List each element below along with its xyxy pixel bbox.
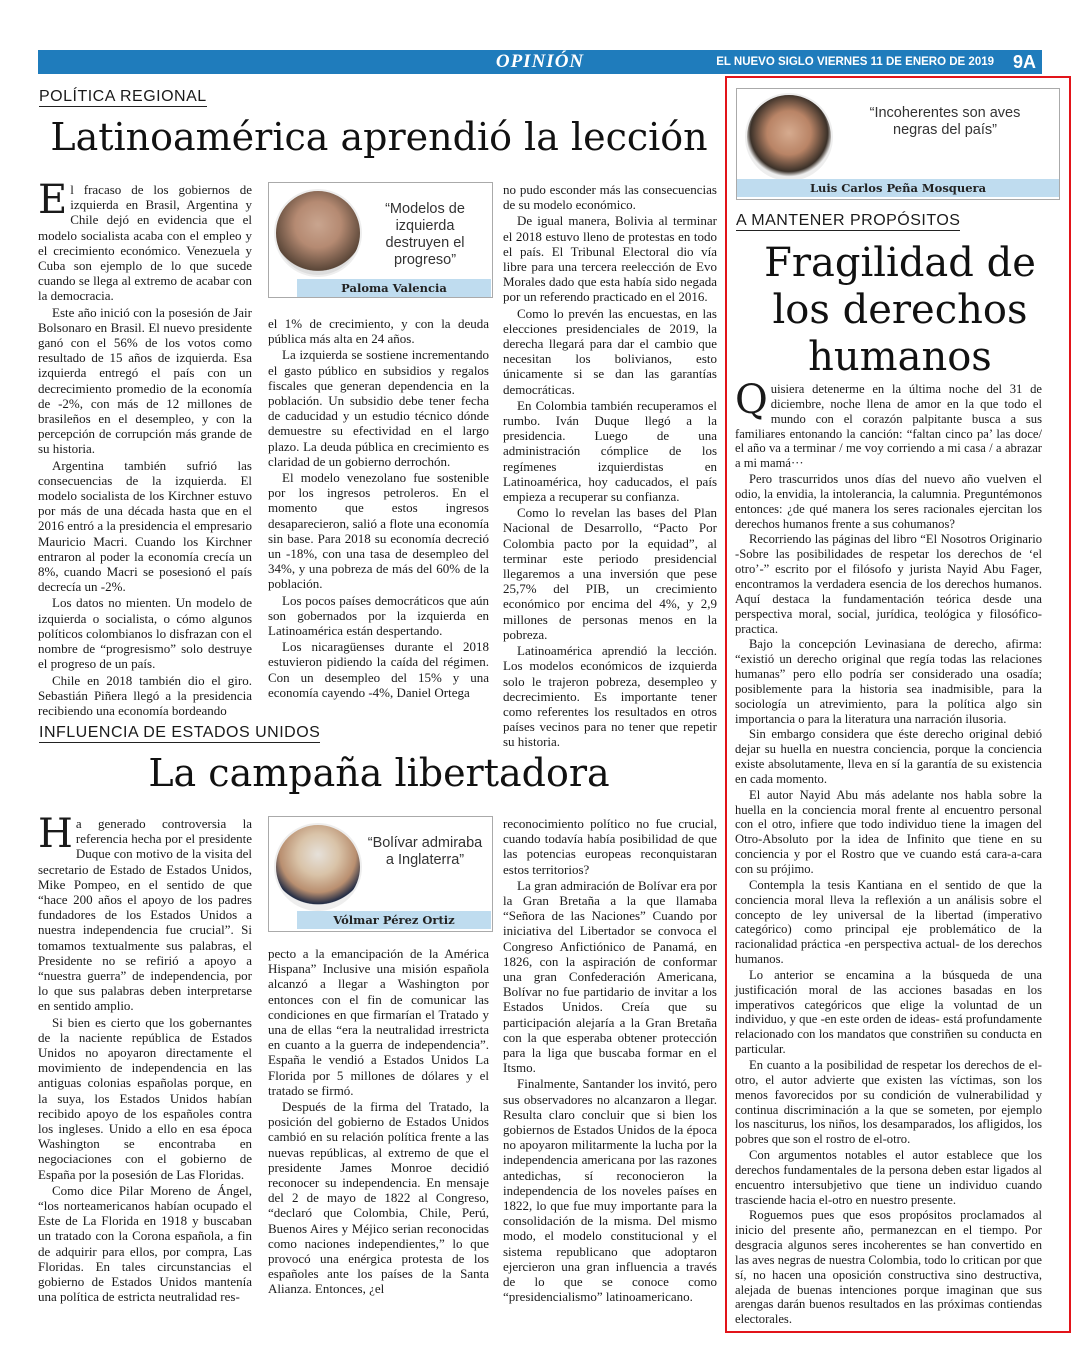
paragraph: En cuanto a la posibilidad de respetar los derechos de el-otro, el autor advierte que existen las víctimas, son los menos favorecidos por su condición de vulnerabilidad y continua discriminación a la que se someten, por ejemplo los nasciturus, los niños, los desamparados, los afligidos, los pobres que son el rostro de el-otro. (735, 1057, 1042, 1147)
paragraph: Lo anterior se encamina a la búsqueda de una justificación moral de las acciones basadas en los imperativos categóricos que elige la voluntad de un individuo, y que -en este orden de ideas- está profundamente relacionado con los mandatos que constriñen su conducta en particular. (735, 967, 1042, 1057)
paragraph: Bajo la concepción Levinasiana de derecho, afirma: “existió un derecho original que regía todas las relaciones humanas” pero ello podría ser considerado una osadía; posiblemente para la historia sea inadmisible, para la sociología un atrevimiento, para la política algo sin importancia o para la literatura una narración ilusoria. (735, 637, 1042, 726)
article3-body (735, 377, 1042, 1328)
paragraph: reconocimiento político no fue crucial, cuando todavía había posibilidad de que las potencias europeas reconquistaran estos territorios? (503, 816, 717, 877)
article2-column-1 (38, 811, 252, 1306)
author-quote: “Bolívar admiraba a Inglaterra” (367, 835, 483, 868)
article2-column-3 (503, 816, 717, 1306)
paragraph: Chile en 2018 también dio el giro. Sebastián Piñera llegó a la presidencia recibiendo una economía bordeando (38, 672, 252, 718)
paragraph: De igual manera, Bolivia al terminar el 2018 estuvo lleno de protestas en todo el país. El Tribunal Electoral dio vía libre para una tercera reelección de Evo Morales dado que esta había sido negada por un referendo practicado en el 2016. (503, 213, 717, 305)
headline-line: Fragilidad de (764, 240, 1036, 286)
article1-headline: Latinoamérica aprendió la lección (50, 115, 708, 159)
paragraph: Si bien es cierto que los gobernantes de la naciente república de Estados Unidos no apoyaron directamente el movimiento de independencia en las antiguas colonias españolas porque, en la suya, los Estados Unidos habían recibido apoyo de los españoles contra los ingleses. Unido a ello en esa época Washington se encontraba en negociaciones con el gobierno de España por la posesión de Las Floridas. (38, 1014, 252, 1182)
paragraph: Este año inició con la posesión de Jair Bolsonaro en Brasil. El nuevo presidente ganó con el 56% de los votos como resultado de 15 años de izquierda. Esa izquierda entregó el país con un decrecimiento promedio de la economía de -2%, con más de 12 millones de brasileños en el desempleo, y con la percepción de corrupción más grande de su historia. (38, 304, 252, 457)
article3-headline (736, 240, 1064, 381)
author-quote: “Incoherentes son aves negras del país” (869, 105, 1021, 138)
headline-line: humanos (808, 334, 992, 380)
paragraph: Finalmente, Santander los invitó, pero sus observadores no alcanzaron a llegar. Resulta claro concluir que si bien los gobiernos de Estados Unidos de la época no apoyaron militarmente la lucha por la independencia americana por las razones antedichas, sí reconocieron la independencia de los noveles países en 1822, lo que fue muy importante para la consolidación de la misma. Del mismo modo, el modelo constitucional y el sistema republicano que adoptaron ejercieron una gran influencia a través de lo que se conoce como “presidencialismo” latinoamericano. (503, 1076, 717, 1305)
paragraph: Como lo prevén las encuestas, en las elecciones presidenciales de 2019, la derecha llegará para dar el cambio que necesitan los bolivianos, esto únicamente si se dan las garantías democráticas. (503, 305, 717, 397)
paragraph: Con argumentos notables el autor establece que los derechos fundamentales de la persona deben estar ligados al encuentro intersubjetivo que tiene un individuo cuando trasciende hacia el-otro en nuestro presente. (735, 1148, 1042, 1207)
paragraph: Los nicaragüenses durante el 2018 estuvieron pidiendo la caída del régimen. Con un desempleo del 15% y una economía cayendo -4%, Daniel Ortega (268, 639, 489, 700)
author-name: Paloma Valencia (297, 279, 491, 297)
author-photo (745, 93, 833, 181)
paragraph: Quisiera detenerme en la última noche del 31 de diciembre, noche llena de amor en la que todo el mundo con el corazón palpitante busca a sus familiares entonando la canción: “faltan cinco pa’ las doce/ el año va a terminar / me voy corriendo a mi casa / a abrazar a mi mamá··· (735, 377, 1042, 471)
author-quote: “Modelos de izquierda destruyen el progreso” (385, 201, 465, 268)
article2-headline: La campaña libertadora (148, 751, 610, 795)
article1-author-box (268, 182, 493, 298)
paragraph: Los pocos países democráticos que aún son gobernados por la izquierda en Latinoamérica están despertando. (268, 592, 489, 639)
paragraph: el 1% de crecimiento, y con la deuda pública más alta en 24 años. (268, 316, 489, 347)
paragraph: no pudo esconder más las consecuencias de su modelo económico. (503, 182, 717, 213)
paragraph: En Colombia también recuperamos el rumbo. Iván Duque llegó a la presidencia. Luego de una administración cómplice de los regímenes izquierdistas en Latinoamérica, hoy caducados, el país empieza a recuperar su confianza. (503, 397, 717, 505)
paragraph: Como dice Pilar Moreno de Ángel, “los norteamericanos habían ocupado el Este de La Florida en 1918 y buscaban un tratado con la Corona española, a fin de adquirir para ellos, por compra, Las Floridas. En tales circunstancias el gobierno de Estados Unidos mantenía una política de estricta neutralidad res- (38, 1182, 252, 1305)
paragraph: Contempla la tesis Kantiana en el sentido de que la conciencia moral lleva la reflexión a un análisis sobre el concepto de ley universal de la libertad (imperativo categórico) como principal eje problemático de la racionalidad práctica -en perspectiva actual- de los derechos humanos. (735, 877, 1042, 967)
dropcap: Q (735, 377, 768, 423)
paragraph: Después de la firma del Tratado, la posición del gobierno de Estados Unidos cambió en su relación política frente a las nuevas repúblicas, al extremo de que el presidente James Monroe decidió reconocer su independencia. En mensaje del 2 de mayo de 1822 al Congreso, “declaró que Colombia, Chile, Perú, Buenos Aires y Méjico serian reconocidas como naciones independientes,” lo que provocó una enérgica protesta de los españoles ante los países de la Santa Alianza. Entonces, ¿el (268, 1099, 489, 1297)
article1-column-2 (268, 316, 489, 701)
paragraph: pecto a la emancipación de la América Hispana” Inclusive una misión española alcanzó a llegar a Washington por entonces con el fin de comunicar las condiciones en que firmarían el Tratado y una de ellas “era la neutralidad irrestricta en cuanto a la guerra de independencia”. España le vendió a Estados Unidos La Florida por 5 millones de dólares y el tratado se firmó. (268, 946, 489, 1098)
article1-kicker (39, 88, 207, 106)
article3-kicker (736, 212, 960, 230)
paragraph: Pero trascurridos unos días del nuevo año vuelven el odio, la envidia, la intolerancia, la calumnia. Preguntémonos entonces: ¿de qué manera los seres racionales ejercitan los derechos humanos frente a sus cohumanos? (735, 472, 1042, 531)
author-name: Luis Carlos Peña Mosquera (737, 179, 1059, 197)
author-name: Vólmar Pérez Ortiz (297, 911, 491, 929)
paragraph: Roguemos pues que esos propósitos proclamados al inicio del presente año, permanezcan en el tiempo. Por desgracia algunos seres incoherentes se han convertido en las aves negras de nuestra Colombia, todo lo critican por que sí, no hacen una oposición constructiva sino destructiva, alejada de buenas intenciones porque imaginan que sus arengas darán buenos resultados en las próximas contiendas electorales. (735, 1208, 1042, 1327)
author-photo (274, 823, 362, 911)
paragraph: Ha generado controversia la referencia hecha por el presidente Duque con motivo de la visita del secretario de Estado de Estados Unidos, Mike Pompeo, en el sentido de que “hace 200 años el apoyo de los padres fundadores de los Estados Unidos a nuestra independencia fue crucial”. Si tomamos textualmente sus palabras, el Presidente no se refirió a apoyo a “nuestra guerra” de independencia, por lo que sus palabras deben interpretarse en sentido amplio. (38, 811, 252, 1014)
paragraph: Argentina también sufrió las consecuencias de la izquierda. El modelo socialista de los Kirchner estuvo por más de una década hasta que en el 2016 entró a la presidencia el empresario Mauricio Macri. Cuando los Kirchner entraron al poder la economía crecía un 8%, cuando Macri se posesionó el país decrecía un -2%. (38, 457, 252, 595)
kicker-text: POLÍTICA REGIONAL (39, 88, 207, 105)
article2-column-2 (268, 946, 489, 1298)
dropcap: E (38, 177, 68, 223)
article2-author-box (268, 816, 493, 932)
paragraph: El fracaso de los gobiernos de izquierda en Brasil, Argentina y Chile dejó en evidencia que el modelo socialista acaba con el empleo y el crecimiento económico. Venezuela y Cuba son ejemplo de lo que sucede cuando se llega al extremo de acabar con la democracia. (38, 177, 252, 304)
kicker-text: A MANTENER PROPÓSITOS (736, 212, 961, 229)
kicker-text: INFLUENCIA DE ESTADOS UNIDOS (39, 724, 321, 741)
article2-kicker (39, 724, 320, 742)
dropcap: H (38, 811, 73, 857)
paragraph: Latinoamérica aprendió la lección. Los modelos económicos de izquierda solo le trajeron pobreza, desempleo y decrecimiento. Es importante tener como referentes los resultados en otros países vecinos para no tener que repetir su historia. (503, 643, 717, 750)
paragraph: El modelo venezolano fue sostenible por los ingresos petroleros. En el momento que estos ingresos desaparecieron, salió a flote una economía sin base. Para 2018 su economía decreció un -18%, con una tasa de desempleo del 34%, y una pobreza de más del 60% de la población. (268, 470, 489, 592)
article1-column-3 (503, 182, 717, 751)
section-header-bar (38, 50, 1042, 74)
paragraph: Sin embargo considera que éste derecho original debió dejar su huella en nuestra conciencia, porque la conciencia existe absolutamente, lleva en sí la garantía de su existencia en cada momento. (735, 727, 1042, 786)
paragraph: La gran admiración de Bolívar era por la Gran Bretaña a la que llamaba “Señora de las Naciones” Cuando por iniciativa del Libertador se convoca el Congreso Anfictiónico de Panamá, en 1826, con la aspiración de conformar una gran Confederación Americana, Bolívar no fue partidario de invitar a los Estados Unidos. Creía que su participación alejaría a la Gran Bretaña con la que esperaba obtener protección para la liga que buscaba formar en el Itsmo. (503, 877, 717, 1076)
article1-column-1 (38, 177, 252, 719)
publication-date: EL NUEVO SIGLO VIERNES 11 DE ENERO DE 2019 (716, 56, 994, 68)
author-photo (274, 189, 362, 277)
paragraph: El autor Nayid Abu más adelante nos habla sobre la huella en la conciencia moral frente al encuentro personal con el otro, infiere que todo individuo tiene la imagen del Otro-Absoluto por la idea de Infinito que tiene en su conciencia y por el Rostro que ve cuando está cara-a-cara con su prójimo. (735, 787, 1042, 876)
headline-line: los derechos (772, 287, 1028, 333)
paragraph: Los datos no mienten. Un modelo de izquierda o socialista, o cómo algunos políticos colombianos lo disfrazan con el nombre de “progresismo” solo destruye el progreso de un país. (38, 595, 252, 672)
article3-author-box (736, 88, 1060, 200)
paragraph: La izquierda se sostiene incrementando el gasto público en subsidios y regalos fiscales que generan dependencia en la población. Un subsidio debe tener fecha de caducidad y un estudio técnico dónde demuestre su efectividad en el largo plazo. La deuda pública en crecimiento es claridad de un gobierno derrochón. (268, 347, 489, 469)
paragraph: Recorriendo las páginas del libro “El Nosotros Originario -Sobre las posibilidades de respetar los derechos de ‘el otro’-” escrito por el filósofo y jurista Nayid Abu Fager, encontramos la verdadera esencia de los derechos humanos. Aquí destaca la fundamentación teórica desde una perspectiva moral, social, jurídica, teológica y filosófico-practica. (735, 532, 1042, 636)
section-title: OPINIÓN (495, 51, 585, 72)
paragraph: Como lo revelan las bases del Plan Nacional de Desarrollo, “Pacto Por Colombia pacto por la equidad”, al terminar este periodo presidencial llegaremos a una inversión que pese 25,7% del PIB, un crecimiento económico por encima del 4%, y 2,9 millones de personas menos en la pobreza. (503, 505, 717, 642)
page-number: 9A (1012, 52, 1036, 72)
